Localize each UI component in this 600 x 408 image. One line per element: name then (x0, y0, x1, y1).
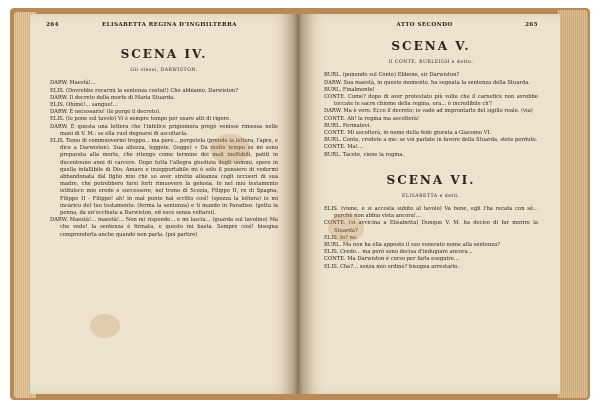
stage-direction: Gli stessi, DARWISTON. (130, 68, 198, 74)
stage-direction: Il CONTE, BURLEIGH e detto. (388, 60, 474, 66)
dialogue-line: ELIS. Che?... senza mio ordine? bisogna arrestarlo. (324, 263, 459, 270)
dialogue-line: DARW. Maestà!... maestà!... Non mi risponde... e mi lascia... (guarda sul tavolino) Ma che vedo! la sentenza è firmata, e questo mi basta. Sempre così! bisogna comprenderla anche quando non parla. (poi partire) (50, 217, 278, 238)
dialogue-line: CONTE. Ma!... (324, 144, 363, 151)
dialogue-line: DARW. È questa una lettera che l'infelice prigioniera pregò venisse rimessa nelle mani di V. M.: se ella vuol degnarsi di ascoltarla. (50, 123, 278, 137)
left-page-number: 264 (46, 22, 59, 28)
dialogue-line: CONTE. Ma Darwiston è corso per farla eseguire... (324, 256, 459, 263)
dialogue-line: BURL. Fermatevi. (324, 122, 372, 129)
scene-title: SCENA IV. (120, 47, 208, 62)
dialogue-line: CONTE. Mi ascolterà, in nome della fede giurata a Giacomo VI. (324, 130, 492, 137)
right-running-head: ATTO SECONDO (396, 22, 453, 28)
dialogue-line: DARW. Ma è vero. Ecco il decreto; io vado ad improntarlo del sigillo reale. (via) (324, 108, 533, 115)
dialogue-line: ELIS. Io? no. (324, 234, 358, 241)
book-gutter (294, 14, 302, 394)
dialogue-line: ELIS. Credo... ma però sono decisa d'indugiare ancora... (324, 249, 473, 256)
dialogue-line: CONTE. Come? dopo di aver protestato più volte che il carnefice non avrebbe toccate le sacre chiome della regina, ora... è incredibile ch'! (324, 94, 538, 108)
dialogue-line: DARW. Sua maestà, in questo momento, ha segnata la sentenza della Stuarda. (324, 79, 530, 86)
scene-title: SCENA V. (391, 39, 471, 54)
dialogue-line: DARW. Il decreto della morte di Maria Stuarda. (50, 94, 175, 101)
dialogue-line: CONTE. Ah! la regina ma ascolterà! (324, 115, 420, 122)
right-page-number: 265 (525, 22, 538, 28)
dialogue-line: BURL. Tacete, viene la regina. (324, 151, 405, 158)
dialogue-line: ELIS. (Dovrebbe recarmi la sentenza costui!) Che abbiamo, Darwiston? (50, 87, 239, 94)
dialogue-line: BURL. Finalmente! (324, 86, 375, 93)
scene-title-2: SCENA VI. (386, 172, 476, 187)
dialogue-line: ELIS. (lo pone sul tavolo) Vi è sempre tempo per usare atti di rigore. (50, 116, 231, 123)
right-page (298, 14, 560, 394)
dialogue-line: ELIS. Ohimè!... sangue!... (50, 102, 118, 109)
dialogue-line: BURL. Conte, credete a me: se voi parlate in favore della Stuarda, stete perduto. (324, 137, 538, 144)
dialogue-line: BURL. Ma non ha ella apposto il suo venerato nome alla sentenza? (324, 242, 500, 249)
dialogue-line: ELIS. Temo di commuovermi troppo... ma pure... porgetela (prende la lettera, l'apre, e dice a Darwiston). Sua altezza, leggete. (legge) « Da molto tempo so mi sono preparata alla morte, che ritengo come termine dei mali ineffabili, patiti in ducentouno anni di carcere. Dopo tutta l'allegra giustizia degli uomini, spero in quella infallibile di Dio. Amaro e insopportabile mi è solo il pensiero di vedermi abbandonata dal figlio mio che so aver stretto alleanza cogli uccisori di sua madre, che potrebbero farsi forti rimuovere la gelosia. Io nel mio testamento istituisco mio erede e successore, nel trono di Scozia, Filippo II, re di Spagna, Filippo II - Filippo! ah! in mal punto hai scritto così! (spezza la lettera) io mi incarico del tuo testamento. (ferma la sentenza) e ti mando in Paradiso. (getta la penna, da un'occhiata a Darwiston, ed esce senza voltarsi). (50, 138, 278, 217)
right-header (298, 22, 560, 29)
dialogue-line: DARW. Maestà!... (50, 80, 96, 87)
dialogue-line: ELIS. (viene, e si accosta subito al tavolo) Va bene, egli l'ha recata con sè... purchè non abbia vista ancora!... (324, 206, 538, 220)
stage-direction-2: ELISABETTA e detti. (401, 193, 461, 199)
left-running-head: ELISABETTA REGINA D'INGHILTERRA (101, 22, 237, 28)
left-page (30, 14, 298, 394)
page-edges-right (558, 10, 588, 398)
dialogue-line: BURL. (ponendo sul Conte) Ebbene, sir Darwiston? (324, 72, 460, 79)
left-header (30, 22, 298, 29)
dialogue-line: CONTE. (si avvicina a Elisabetta) Dunque V. M. ha deciso di far morire la Stuarda? (324, 220, 538, 234)
dialogue-line: DARW. È necessario! (le porge il decreto). (50, 109, 161, 116)
